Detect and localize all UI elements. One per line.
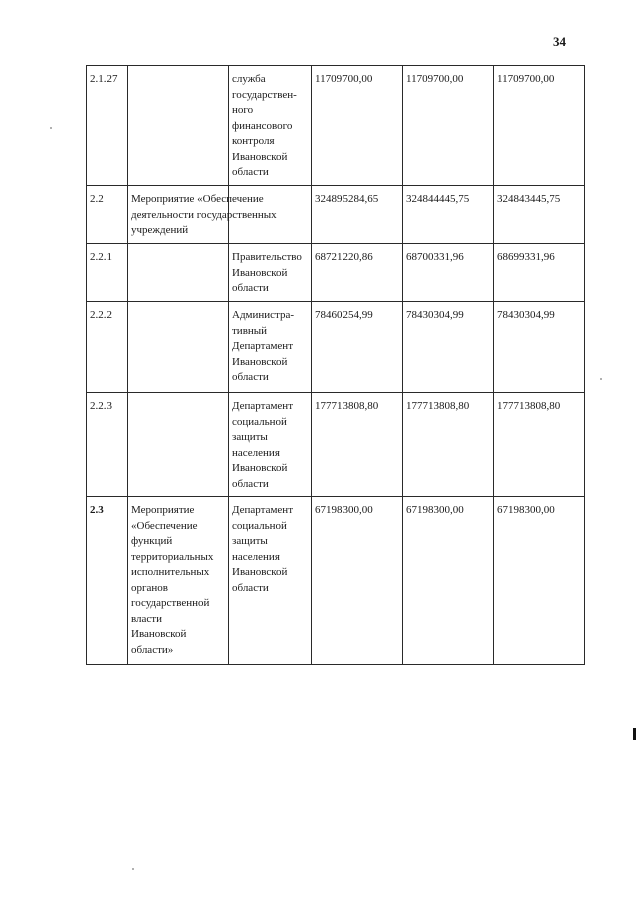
executor-line: Ивановской (232, 462, 288, 474)
executor-cell (229, 244, 312, 302)
measure-name-line: Мероприятие «Обеспечение (131, 193, 264, 205)
executor-line: населения (232, 446, 280, 459)
row-number-cell (87, 244, 128, 302)
amount-cell-3 (494, 66, 585, 186)
measure-name-line: государственной (131, 597, 210, 609)
row-number: 2.2.3 (90, 400, 112, 412)
executor-cell (229, 393, 312, 497)
amount-cell-2 (403, 393, 494, 497)
measure-name-line: учреждений (131, 224, 189, 236)
budget-table (86, 65, 585, 665)
executor-line: Департамент (232, 340, 294, 352)
scan-speck (132, 868, 134, 870)
measure-name-line: «Обеспечение (131, 519, 198, 532)
amount-value: 67198300,00 (406, 504, 464, 516)
amount-value: 78430304,99 (497, 309, 555, 321)
measure-name-cell (128, 186, 277, 244)
table-row (87, 393, 585, 497)
amount-cell-2 (403, 497, 494, 665)
row-number: 2.2.2 (90, 309, 112, 321)
executor-line: Ивановской (232, 150, 288, 163)
executor-line: Ивановской (232, 266, 288, 279)
row-number: 2.1.27 (90, 73, 118, 85)
amount-value: 78430304,99 (406, 309, 464, 321)
table-row (87, 186, 585, 244)
executor-line: области (232, 166, 269, 178)
amount-value: 78460254,99 (315, 309, 373, 321)
amount-value: 324844445,75 (406, 193, 470, 205)
row-number-cell (87, 393, 128, 497)
amount-value: 324895284,65 (315, 193, 379, 205)
measure-name-cell (128, 66, 229, 186)
amount-value: 68699331,96 (497, 251, 555, 263)
executor-line: ного (232, 104, 254, 116)
executor-line: Департамент (232, 504, 294, 516)
measure-name-line: власти (131, 612, 162, 625)
executor-line: государствен- (232, 88, 297, 101)
measure-name-cell (128, 302, 229, 393)
amount-value: 68700331,96 (406, 251, 464, 263)
amount-cell-1 (312, 302, 403, 393)
amount-cell-1 (312, 393, 403, 497)
executor-line: области (232, 477, 269, 490)
executor-line: области (232, 371, 269, 383)
executor-line: социальной (232, 415, 287, 428)
row-number-cell (87, 186, 128, 244)
amount-cell-3 (494, 393, 585, 497)
scan-speck (600, 378, 602, 380)
executor-line: Правительство (232, 251, 302, 263)
row-number: 2.2.1 (90, 251, 112, 263)
amount-cell-1 (312, 244, 403, 302)
executor-line: защиты (232, 431, 268, 443)
amount-value: 11709700,00 (497, 73, 555, 85)
executor-line: служба (232, 73, 266, 85)
row-number-cell (87, 497, 128, 665)
amount-value: 11709700,00 (406, 73, 464, 85)
table-row (87, 302, 585, 393)
table-row (87, 497, 585, 665)
measure-name-cell (128, 244, 229, 302)
amount-cell-2 (403, 244, 494, 302)
executor-line: Ивановской (232, 566, 288, 578)
page-number: 34 (553, 34, 566, 49)
executor-line: населения (232, 550, 280, 563)
executor-line: Ивановской (232, 355, 288, 368)
executor-line: Департамент (232, 400, 294, 412)
measure-name-line: органов (131, 581, 168, 594)
executor-line: социальной (232, 519, 287, 532)
executor-line: Администра- (232, 309, 295, 321)
scan-speck (50, 127, 52, 129)
amount-cell-1 (312, 497, 403, 665)
amount-cell-2 (403, 186, 494, 244)
executor-cell (229, 302, 312, 393)
row-number-cell (87, 66, 128, 186)
amount-value: 67198300,00 (315, 504, 373, 516)
amount-cell-1 (312, 186, 403, 244)
table-row (87, 244, 585, 302)
table-body (87, 66, 585, 665)
measure-name-cell (128, 393, 229, 497)
amount-value: 177713808,80 (315, 400, 379, 412)
row-number: 2.2 (90, 193, 104, 205)
amount-cell-3 (494, 244, 585, 302)
amount-cell-3 (494, 302, 585, 393)
amount-value: 11709700,00 (315, 73, 373, 85)
scan-mark (633, 728, 636, 740)
executor-line: тивный (232, 324, 268, 337)
amount-cell-3 (494, 186, 585, 244)
measure-name-line: Мероприятие (131, 504, 195, 516)
row-number: 2.3 (90, 504, 104, 516)
executor-line: защиты (232, 535, 268, 547)
amount-cell-2 (403, 66, 494, 186)
measure-name-line: функций (131, 535, 173, 547)
amount-cell-2 (403, 302, 494, 393)
table-row (87, 66, 585, 186)
measure-name-line: Ивановской (131, 628, 187, 640)
amount-value: 67198300,00 (497, 504, 555, 516)
amount-value: 177713808,80 (497, 400, 561, 412)
measure-name-line: области» (131, 643, 174, 656)
executor-line: области (232, 581, 269, 594)
measure-name-line: территориальных (131, 550, 214, 563)
amount-value: 177713808,80 (406, 400, 470, 412)
measure-name-line: деятельности государственных (131, 208, 277, 221)
executor-line: области (232, 282, 269, 294)
amount-cell-3 (494, 497, 585, 665)
measure-name-line: исполнительных (131, 566, 210, 578)
executor-cell (229, 66, 312, 186)
amount-value: 324843445,75 (497, 193, 561, 205)
amount-cell-1 (312, 66, 403, 186)
executor-line: контроля (232, 135, 275, 147)
row-number-cell (87, 302, 128, 393)
executor-line: финансового (232, 119, 293, 132)
measure-name-cell (128, 497, 229, 665)
amount-value: 68721220,86 (315, 251, 373, 263)
executor-cell (229, 497, 312, 665)
